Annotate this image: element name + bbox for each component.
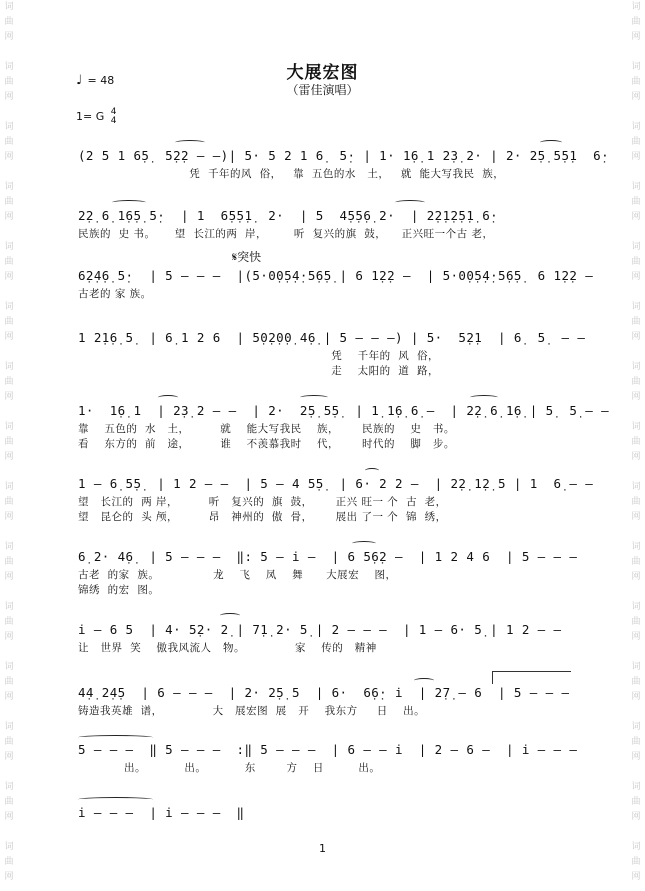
watermark-gap <box>629 105 643 120</box>
lyric-line: 锦绣 的宏 图。 <box>78 584 160 596</box>
watermark-char: 词 <box>4 602 14 612</box>
slur-mark <box>300 395 328 400</box>
slur-mark <box>158 395 178 400</box>
watermark-char: 词 <box>4 482 14 492</box>
watermark-char: 网 <box>4 812 14 822</box>
watermark-left <box>2 0 16 891</box>
watermark-gap <box>629 345 643 360</box>
lyric-line: 古老 的家 族。 龙 飞 凤 舞 大展宏 图， <box>78 569 397 581</box>
slur-mark <box>365 468 379 473</box>
watermark-char: 曲 <box>4 557 14 567</box>
watermark-gap <box>2 345 16 360</box>
watermark-char: 曲 <box>631 617 641 627</box>
watermark-gap <box>2 825 16 840</box>
notation-line: 6̣ 2· 4̣6̣ | 5 – – – ‖: 5 – i – | 6 5̣6̣2 – | 1 2 4 6 | 5 – – – <box>78 549 578 564</box>
watermark-char: 曲 <box>4 317 14 327</box>
slur-mark <box>112 200 146 205</box>
watermark-char: 网 <box>4 332 14 342</box>
watermark-char: 曲 <box>4 437 14 447</box>
watermark-gap <box>2 885 16 891</box>
watermark-char: 曲 <box>4 137 14 147</box>
watermark-gap <box>2 105 16 120</box>
quarter-note-icon: ♩ <box>76 73 83 88</box>
watermark-char: 网 <box>631 452 641 462</box>
lyric-line: 凭 千年的 风 俗， <box>78 350 439 362</box>
watermark-gap <box>2 765 16 780</box>
watermark-char: 网 <box>631 572 641 582</box>
watermark-char: 词 <box>4 182 14 192</box>
watermark-char: 曲 <box>631 17 641 27</box>
segno-marker: 𝄋突快 <box>232 250 262 264</box>
watermark-char: 网 <box>4 572 14 582</box>
watermark-char: 曲 <box>631 257 641 267</box>
song-title: 大展宏图 <box>286 63 359 83</box>
watermark-gap <box>629 765 643 780</box>
watermark-char: 词 <box>4 2 14 12</box>
watermark-char: 曲 <box>631 677 641 687</box>
watermark-gap <box>629 225 643 240</box>
watermark-char: 曲 <box>631 797 641 807</box>
watermark-char: 网 <box>631 692 641 702</box>
lyric-line: 望 长江的 两 岸， 听 复兴的 旗 鼓， 正兴 旺一 个 古 老， <box>78 496 447 508</box>
lyric-line: 古老的 家 族。 <box>78 288 152 300</box>
watermark-char: 词 <box>631 722 641 732</box>
watermark-char: 词 <box>631 182 641 192</box>
watermark-gap <box>2 525 16 540</box>
slur-mark <box>175 140 205 145</box>
lyric-line: 走 太阳的 道 路， <box>78 365 439 377</box>
watermark-char: 词 <box>631 782 641 792</box>
watermark-gap <box>629 525 643 540</box>
watermark-char: 曲 <box>4 797 14 807</box>
watermark-right <box>629 0 643 891</box>
lyric-line: 靠 五色的 水 土， 就 能大写我民 族， 民族的 史 书。 <box>78 423 455 435</box>
watermark-gap <box>2 285 16 300</box>
slur-mark <box>470 395 498 400</box>
lyric-line: 出。 出。 东 方 日 出。 <box>78 762 381 774</box>
watermark-char: 曲 <box>631 197 641 207</box>
watermark-char: 网 <box>4 272 14 282</box>
watermark-char: 网 <box>4 752 14 762</box>
watermark-char: 曲 <box>4 737 14 747</box>
watermark-char: 词 <box>631 482 641 492</box>
slur-mark <box>414 678 434 683</box>
lyric-line: 让 世界 笑 傲我风流人 物。 家 传的 精神 <box>78 642 377 654</box>
key-label: 1= G <box>76 110 105 123</box>
watermark-char: 网 <box>631 152 641 162</box>
volta-bracket <box>492 671 571 684</box>
watermark-char: 网 <box>631 512 641 522</box>
watermark-gap <box>2 465 16 480</box>
watermark-char: 网 <box>631 752 641 762</box>
watermark-char: 网 <box>631 272 641 282</box>
watermark-char: 词 <box>4 542 14 552</box>
watermark-char: 词 <box>4 362 14 372</box>
watermark-char: 曲 <box>631 77 641 87</box>
watermark-char: 曲 <box>4 857 14 867</box>
watermark-char: 网 <box>4 392 14 402</box>
notation-line: 1· 1̣6̣ 1 | 2̣3̣ 2 – – | 2· 2̣5̣ 5̣5̣ | 1̣ 1̣6̣ 6̣ – | 2̣2̣ 6̣ 1̣6̣ | 5̣ 5̣ – – <box>78 403 610 418</box>
key-signature <box>76 108 116 126</box>
watermark-char: 曲 <box>631 137 641 147</box>
watermark-char: 网 <box>631 872 641 882</box>
watermark-char: 曲 <box>4 677 14 687</box>
watermark-char: 曲 <box>631 497 641 507</box>
lyric-line: 看 东方的 前 途， 谁 不羡慕我时 代， 时代的 脚 步。 <box>78 438 455 450</box>
watermark-char: 词 <box>631 662 641 672</box>
watermark-char: 词 <box>631 842 641 852</box>
lyric-line: 凭 千年的风 俗， 靠 五色的水 土， 就 能大写我民 族， <box>78 168 505 180</box>
notation-line: 2̣2̣ 6̣ 1̣6̣5̣ 5̣· | 1 6̣5̣5̣1̣ 2· | 5 4̣5̣5̣6̣ 2· | 2̣2̣1̣2̣5̣1̣ 6̣· <box>78 208 499 223</box>
watermark-char: 网 <box>631 332 641 342</box>
watermark-char: 词 <box>631 122 641 132</box>
watermark-char: 网 <box>4 212 14 222</box>
watermark-char: 词 <box>4 242 14 252</box>
watermark-gap <box>2 405 16 420</box>
notation-line: 5 – – – ‖ 5 – – – :‖ 5 – – – | 6 – – i | 2 – 6 – | i – – – <box>78 742 578 757</box>
watermark-char: 词 <box>4 62 14 72</box>
watermark-char: 词 <box>4 722 14 732</box>
watermark-gap <box>629 885 643 891</box>
notation-line: i – 6 5 | 4· 5̣2· 2̣ | 7̣1̣ 2· 5̣ | 2 – – – | 1 – 6· 5̣ | 1 2 – – <box>78 622 562 637</box>
watermark-gap <box>2 585 16 600</box>
tempo-value: = 48 <box>87 74 115 87</box>
watermark-char: 词 <box>4 122 14 132</box>
time-top: 4 <box>110 107 117 117</box>
tempo-marking <box>76 73 114 88</box>
lyric-line: 民族的 史 书。 望 长江的两 岸， 听 复兴的旗 鼓， 正兴旺一个古 老， <box>78 228 494 240</box>
lyric-line: 望 昆仑的 头 颅， 昂 神州的 傲 骨， 展出 了一 个 锦 绣， <box>78 511 447 523</box>
watermark-char: 曲 <box>631 737 641 747</box>
watermark-char: 词 <box>631 62 641 72</box>
notation-line: 1 2̣1̣6̣ 5̣ | 6̣ 1 2 6 | 5̣0̣2̣0̣0̣ 4̣6̣ | 5 – – –) | 5· 5̣2̣1 | 6̣ 5̣ – – <box>78 330 586 345</box>
watermark-char: 词 <box>4 782 14 792</box>
notation-line: (2 5 1 6̣5̣ 5̣2̣2 – –)| 5· 5 2 1 6̣ 5̣· | 1· 1̣6̣ 1 2̣3̣ 2· | 2· 2̣5̣ 5̣5̣1 6̣· <box>78 148 610 163</box>
watermark-gap <box>629 465 643 480</box>
watermark-char: 网 <box>631 32 641 42</box>
watermark-char: 网 <box>4 152 14 162</box>
watermark-char: 网 <box>4 632 14 642</box>
watermark-char: 网 <box>631 212 641 222</box>
watermark-char: 词 <box>4 662 14 672</box>
watermark-char: 词 <box>4 842 14 852</box>
slur-mark <box>540 140 562 145</box>
watermark-char: 网 <box>4 92 14 102</box>
watermark-char: 曲 <box>4 257 14 267</box>
watermark-char: 词 <box>631 542 641 552</box>
watermark-char: 网 <box>4 452 14 462</box>
notation-line: 1 – 6̣ 5̣5̣ | 1 2 – – | 5 – 4 5̣5̣ | 6· 2 2 – | 2̣2̣ 1̣2̣ 5 | 1 6̣ – – <box>78 476 594 491</box>
watermark-char: 曲 <box>4 197 14 207</box>
watermark-gap <box>2 705 16 720</box>
watermark-char: 曲 <box>4 497 14 507</box>
watermark-gap <box>2 225 16 240</box>
slur-mark <box>78 797 153 802</box>
slur-mark <box>352 541 376 546</box>
notation-line: 6̣2̣4̣6̣ 5̣· | 5 – – – |(5·0̣0̣5̣4̣·5̣6̣5̣ | 6 1̣2̣2 – | 5·0̣0̣5̣4̣·5̣6̣5̣ 6 1̣2̣2 – <box>78 268 594 283</box>
watermark-char: 曲 <box>631 557 641 567</box>
slur-mark <box>395 200 425 205</box>
watermark-char: 网 <box>631 812 641 822</box>
song-subtitle: （雷佳演唱） <box>286 83 359 97</box>
watermark-char: 词 <box>631 422 641 432</box>
watermark-char: 词 <box>631 302 641 312</box>
watermark-char: 网 <box>4 692 14 702</box>
watermark-char: 曲 <box>631 857 641 867</box>
watermark-gap <box>2 645 16 660</box>
watermark-char: 曲 <box>4 77 14 87</box>
watermark-char: 曲 <box>631 377 641 387</box>
watermark-gap <box>629 165 643 180</box>
page-number: 1 <box>319 842 326 855</box>
watermark-gap <box>629 285 643 300</box>
notation-line: i – – – | i – – – ‖ <box>78 805 245 820</box>
slur-mark <box>78 735 153 740</box>
watermark-char: 词 <box>4 422 14 432</box>
slur-mark <box>220 613 240 618</box>
watermark-char: 曲 <box>4 17 14 27</box>
watermark-char: 曲 <box>631 317 641 327</box>
notation-line: 4̣4̣ 2̣4̣5 | 6 – – – | 2· 2̣5̣ 5 | 6· 6̣6̣· i̇ | 2̣7̣ – 6 | 5 – – – <box>78 685 570 700</box>
watermark-char: 网 <box>4 32 14 42</box>
watermark-gap <box>2 165 16 180</box>
watermark-char: 曲 <box>4 617 14 627</box>
watermark-char: 网 <box>631 92 641 102</box>
lyric-line: 铸造我英雄 谱， 大 展宏图 展 开 我东方 日 出。 <box>78 705 426 717</box>
watermark-char: 网 <box>631 632 641 642</box>
watermark-gap <box>629 825 643 840</box>
watermark-char: 词 <box>631 2 641 12</box>
watermark-char: 词 <box>631 602 641 612</box>
watermark-gap <box>629 705 643 720</box>
watermark-char: 词 <box>631 362 641 372</box>
watermark-gap <box>629 645 643 660</box>
watermark-char: 词 <box>631 242 641 252</box>
watermark-gap <box>629 585 643 600</box>
time-signature <box>111 108 117 126</box>
watermark-char: 词 <box>4 302 14 312</box>
watermark-char: 曲 <box>631 437 641 447</box>
watermark-char: 网 <box>631 392 641 402</box>
watermark-gap <box>629 405 643 420</box>
watermark-char: 网 <box>4 512 14 522</box>
watermark-char: 网 <box>4 872 14 882</box>
time-bottom: 4 <box>110 116 117 126</box>
watermark-char: 曲 <box>4 377 14 387</box>
